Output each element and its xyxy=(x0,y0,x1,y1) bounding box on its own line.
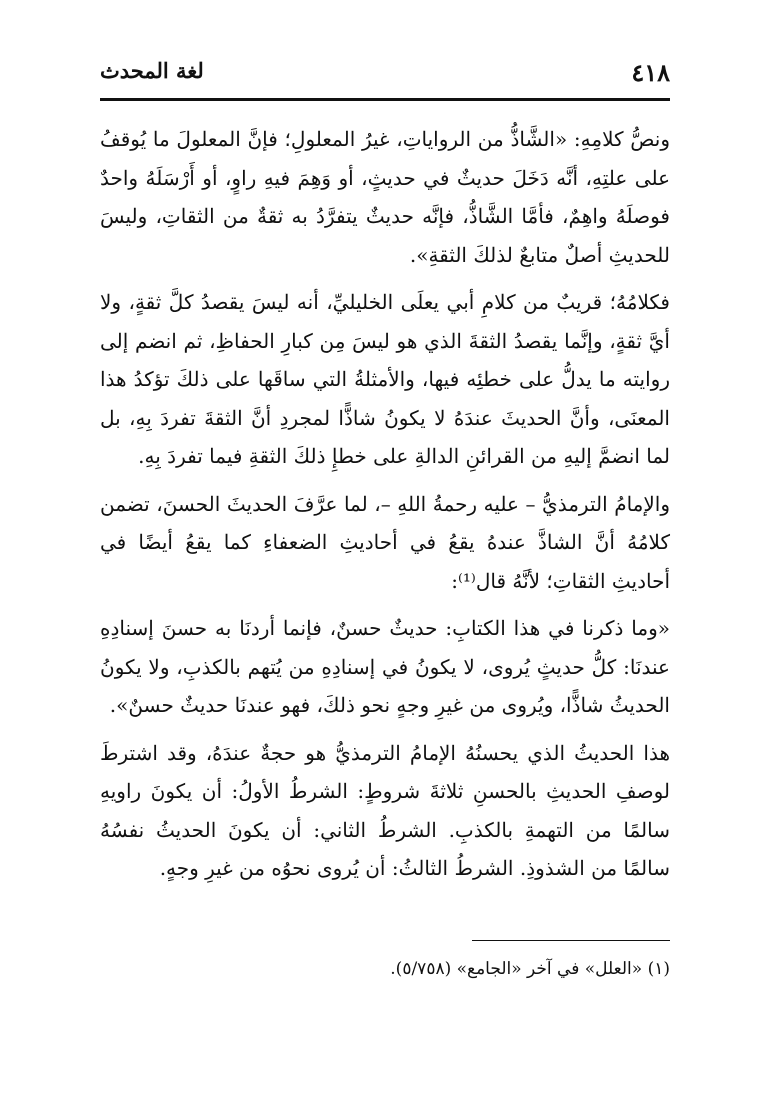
page-number: ٤١٨ xyxy=(631,58,670,87)
main-text xyxy=(100,120,670,897)
paragraph: والإمامُ الترمذيُّ – عليه رحمةُ اللهِ –، لما عرَّفَ الحديثَ الحسنَ، تضمن كلامُهُ أنَّ الشاذَّ عندهُ يقعُ في أحاديثِ الضعفاءِ كما يقعُ أيضًا في أحاديثِ الثقاتِ؛ لأنَّهُ قال⁽¹⁾: xyxy=(100,491,671,593)
footnote-divider xyxy=(472,940,670,941)
footnote: (١) «العلل» في آخر «الجامع» (٥/٧٥٨). xyxy=(390,959,670,979)
running-head xyxy=(100,54,670,94)
paragraph: ونصُّ كلامِهِ: «الشَّاذُّ من الرواياتِ، غيرُ المعلولِ؛ فإنَّ المعلولَ ما يُوقفُ على علتِهِ، أنَّه دَخَلَ حديثٌ في حديثٍ، أو وَهِمَ فيهِ راوٍ، أو أَرْسَلَهُ واحدٌ فوصلَهُ واهِمٌ، فأمَّا الشَّاذُّ، فإنَّه حديثٌ يتفرَّدُ به ثقةٌ من الثقاتِ، وليسَ للحديثِ أصلٌ متابعٌ لذلكَ الثقةِ». xyxy=(100,127,670,267)
paragraph: «وما ذكرنا في هذا الكتابِ: حديثٌ حسنٌ، فإنما أردنَا به حسنَ إسنادِهِ عندنَا: كلُّ حديثٍ يُروى، لا يكونُ في إسنادِهِ من يُتهم بالكذبِ، ولا يكونُ الحديثُ شاذًّا، ويُروى من غيرِ وجهٍ نحو ذلكَ، فهو عندنَا حديثٌ حسنٌ». xyxy=(100,616,670,717)
header-divider xyxy=(100,98,670,101)
running-title: لغة المحدث xyxy=(100,58,204,83)
paragraph: هذا الحديثُ الذي يحسنُهُ الإمامُ الترمذيُّ هو حجةٌ عندَهُ، وقد اشترطَ لوصفِ الحديثِ بالحسنِ ثلاثةَ شروطٍ: الشرطُ الأولُ: أن يكونَ راويهِ سالمًا من التهمةِ بالكذبِ. الشرطُ الثاني: أن يكونَ الحديثُ نفسُهُ سالمًا من الشذوذِ. الشرطُ الثالثُ: أن يُروى نحوُه من غيرِ وجهٍ. xyxy=(100,740,670,880)
paragraph: فكلامُهُ؛ قريبٌ من كلامِ أبي يعلَى الخليليِّ، أنه ليسَ يقصدُ كلَّ ثقةٍ، ولا أيَّ ثقةٍ، وإنَّما يقصدُ الثقةَ الذي هو ليسَ مِن كبارِ الحفاظِ، ثم انضم إلى روايته ما يدلُّ على خطئِه فيها، والأمثلةُ التي ساقَها على ذلكَ تؤكدُ هذا المعنَى، وأنَّ الحديثَ عندَهُ لا يكونُ شاذًّا لمجردِ أنَّ الثقةَ تفردَ بِهِ، بل لما انضمَّ إليهِ من القرائنِ الدالةِ على خطإِ ذلكَ الثقةِ فيما تفردَ بِهِ. xyxy=(100,290,670,468)
